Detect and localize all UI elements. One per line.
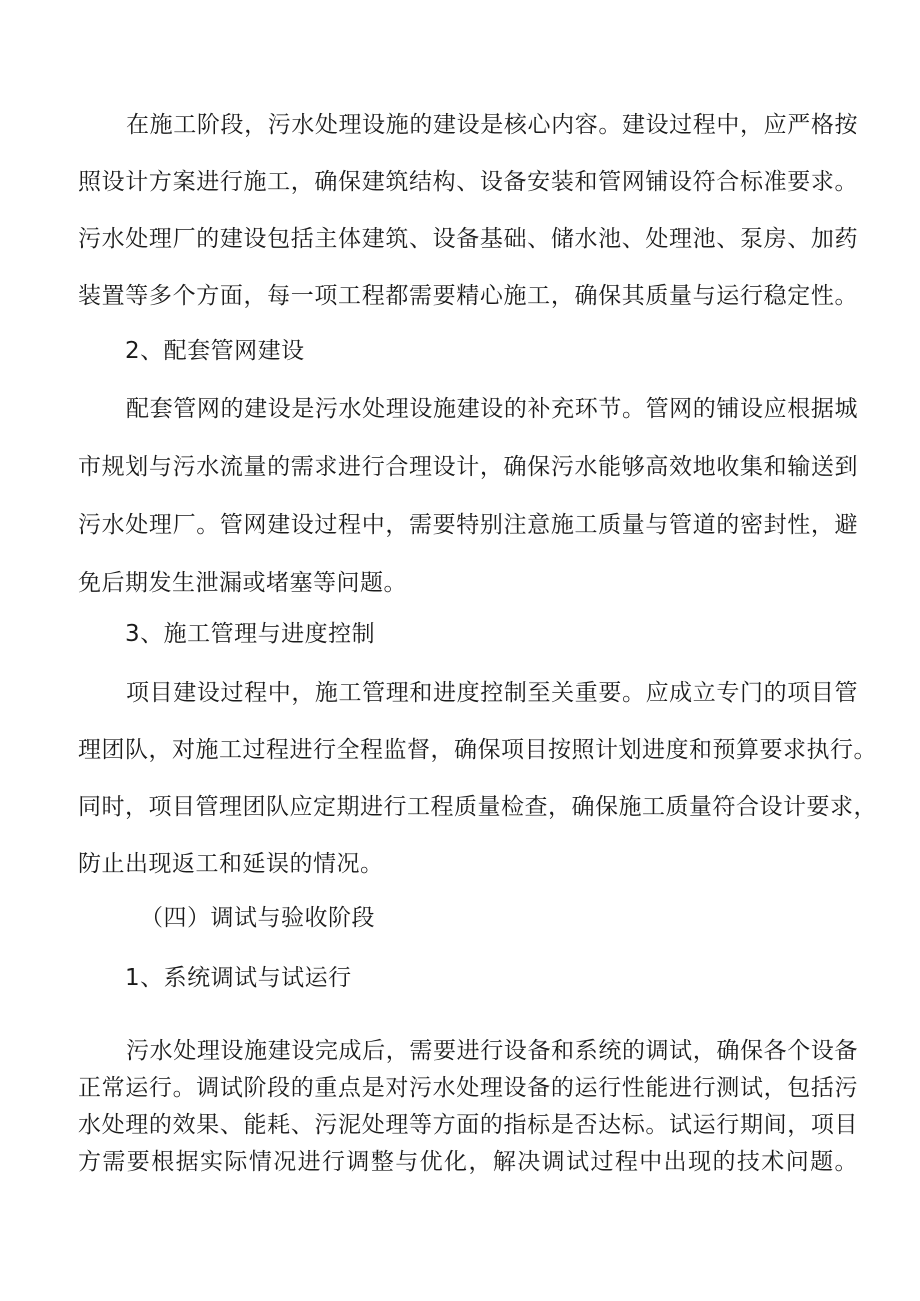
heading-text: 2、配套管网建设	[125, 338, 305, 364]
heading-text: （四）调试与验收阶段	[140, 905, 375, 931]
paragraph-line: 市规划与污水流量的需求进行合理设计，确保污水能够高效地收集和输送到	[78, 454, 858, 480]
paragraph-line: 防止出现返工和延误的情况。	[78, 851, 384, 877]
paragraph-line: 免后期发生泄漏或堵塞等问题。	[78, 570, 407, 596]
section-heading-commissioning-stage	[140, 907, 920, 930]
paragraph-line: 水处理的效果、能耗、污泥处理等方面的指标是否达标。试运行期间，项目	[78, 1112, 858, 1138]
paragraph-line: 配套管网的建设是污水处理设施建设的补充环节。管网的铺设应根据城	[126, 396, 858, 422]
paragraph-construction-management	[78, 680, 877, 910]
heading-text: 3、施工管理与进度控制	[125, 621, 376, 647]
paragraph-line: 在施工阶段，污水处理设施的建设是核心内容。建设过程中，应严格按	[126, 112, 858, 138]
paragraph-line: 照设计方案进行施工，确保建筑结构、设备安装和管网铺设符合标准要求。	[78, 169, 858, 195]
paragraph-line: 项目建设过程中，施工管理和进度控制至关重要。应成立专门的项目管	[126, 680, 858, 706]
paragraph-construction-stage	[78, 114, 858, 342]
section-heading-pipe-network	[125, 340, 905, 363]
paragraph-line: 同时，项目管理团队应定期进行工程质量检查，确保施工质量符合设计要求，	[78, 794, 877, 820]
paragraph-line: 方需要根据实际情况进行调整与优化，解决调试过程中出现的技术问题。	[78, 1149, 858, 1175]
section-heading-construction-management	[125, 623, 905, 646]
heading-text: 1、系统调试与试运行	[125, 965, 352, 991]
paragraph-line: 污水处理厂。管网建设过程中，需要特别注意施工质量与管道的密封性，避	[78, 512, 858, 538]
paragraph-line: 理团队，对施工过程进行全程监督，确保项目按照计划进度和预算要求执行。	[78, 737, 877, 763]
section-heading-system-commissioning	[125, 967, 905, 990]
paragraph-system-commissioning	[78, 1040, 858, 1188]
paragraph-pipe-network	[78, 398, 858, 630]
paragraph-line: 污水处理设施建设完成后，需要进行设备和系统的调试，确保各个设备	[126, 1038, 858, 1064]
paragraph-line: 污水处理厂的建设包括主体建筑、设备基础、储水池、处理池、泵房、加药	[78, 226, 858, 252]
paragraph-line: 装置等多个方面，每一项工程都需要精心施工，确保其质量与运行稳定性。	[78, 283, 858, 309]
paragraph-line: 正常运行。调试阶段的重点是对污水处理设备的运行性能进行测试，包括污	[78, 1075, 858, 1101]
